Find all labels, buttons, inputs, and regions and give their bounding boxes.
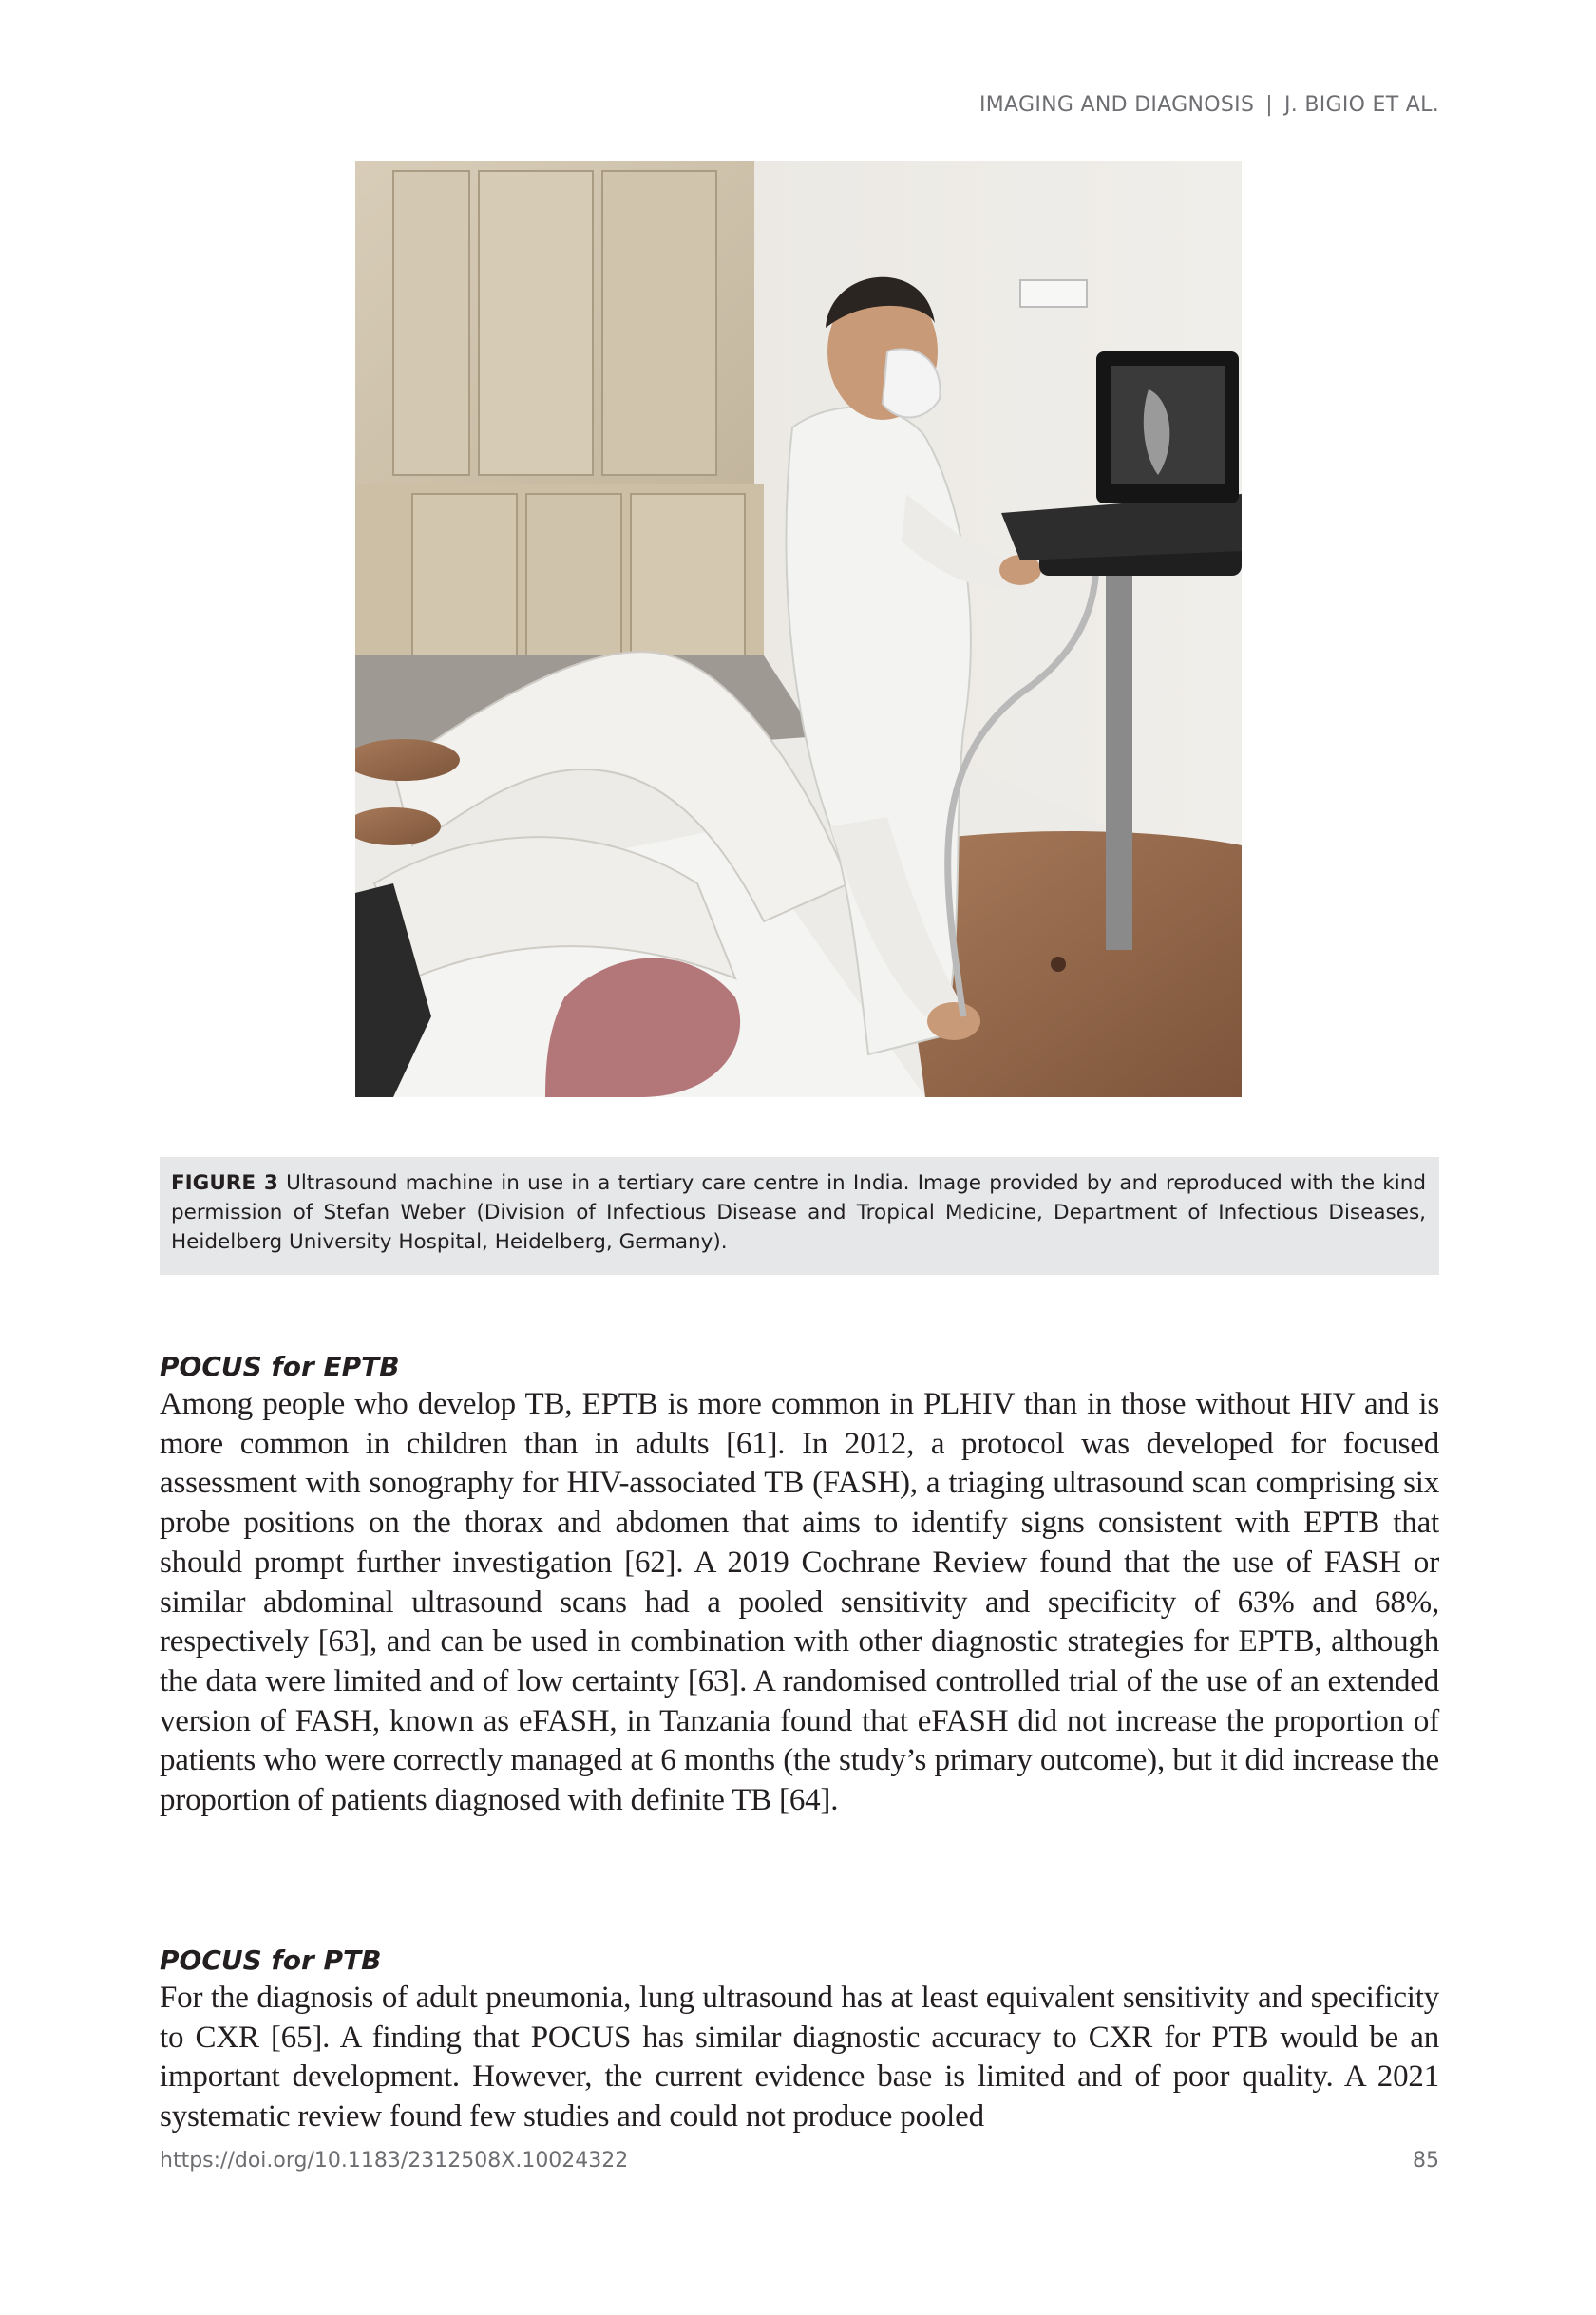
ultrasound-photo-illustration — [355, 161, 1242, 1097]
figure-caption-text: Ultrasound machine in use in a tertiary care centre in India. Image provided by and reproduced with the kind permission of Stefan Weber (Division of Infectious Disease and Tropical Medicine, Department of Infectious Diseases, Heidelberg University Hospital, Heidelberg, Germany). — [171, 1171, 1427, 1254]
footer-doi-link[interactable]: https://doi.org/10.1183/2312508X.10024322 — [160, 2149, 629, 2173]
page-number: 85 — [1413, 2149, 1439, 2173]
running-head — [979, 93, 1439, 117]
section-paragraph: For the diagnosis of adult pneumonia, lung ultrasound has at least equivalent sensitivity and specificity to CXR [65]. A finding that POCUS has similar diagnostic accuracy to CXR for PTB would be an important development. However, the current evidence base is limited and of poor quality. A 2021 systematic review found few studies and could not produce pooled — [160, 1981, 1439, 2135]
section-heading: POCUS for EPTB — [160, 1351, 400, 1382]
figure-caption — [160, 1157, 1439, 1275]
section-paragraph: Among people who develop TB, EPTB is more common in PLHIV than in those without HIV and is more common in children than in adults [61]. In 2012, a protocol was developed for focused assessment with sonography for HIV-associated TB (FASH), a triaging ultrasound scan comprising six probe positions on the thorax and abdomen that aims to identify signs consistent with EPTB that should prompt further investigation [62]. A 2019 Cochrane Review found that the use of FASH or similar abdominal ultrasound scans had a pooled sensitivity and specificity of 63% and 68%, respectively [63], and can be used in combination with other diagnostic strategies for EPTB, although the data were limited and of low certainty [63]. A randomised controlled trial of the use of an extended version of FASH, known as eFASH, in Tanzania found that eFASH did not increase the proportion of patients who were correctly managed at 6 months (the study’s primary outcome), but it did increase the proportion of patients diagnosed with definite TB [64]. — [160, 1387, 1439, 1818]
section-heading: POCUS for PTB — [160, 1945, 382, 1976]
section-pocus-eptb — [160, 1349, 1439, 1821]
section-pocus-ptb — [160, 1943, 1439, 2137]
running-head-section: IMAGING AND DIAGNOSIS — [978, 93, 1255, 117]
figure-photo — [355, 161, 1242, 1097]
running-head-authors: J. BIGIO ET AL. — [1283, 93, 1439, 117]
running-head-separator: | — [1265, 93, 1273, 117]
figure-label: FIGURE 3 — [171, 1171, 278, 1195]
